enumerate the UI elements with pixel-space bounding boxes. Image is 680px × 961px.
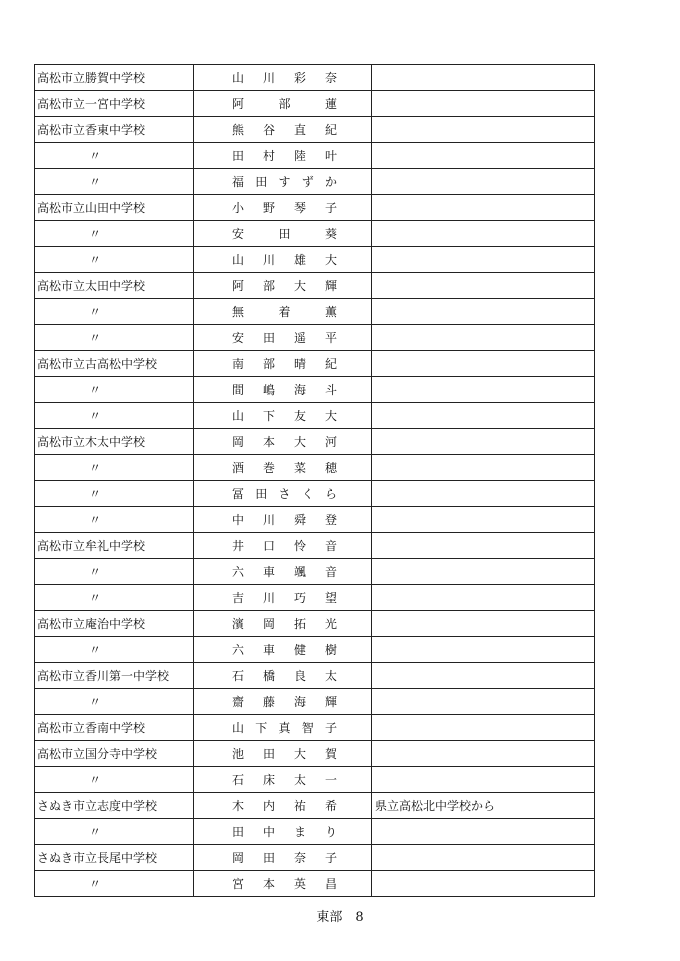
table-row	[35, 377, 595, 403]
student-name: 中 川 舜 登	[232, 512, 337, 527]
table-row	[35, 637, 595, 663]
student-name-cell	[194, 533, 372, 559]
student-name-cell	[194, 663, 372, 689]
student-name: 酒 巻 菜 穂	[232, 460, 337, 475]
ditto-mark: 〃	[89, 460, 102, 475]
note-cell	[372, 689, 595, 715]
table-row	[35, 221, 595, 247]
school-cell	[35, 663, 194, 689]
student-name-cell	[194, 221, 372, 247]
ditto-mark: 〃	[89, 694, 102, 709]
student-name-cell	[194, 871, 372, 897]
student-name: 齋 藤 海 輝	[232, 694, 337, 709]
student-name-cell	[194, 455, 372, 481]
note-cell	[372, 117, 595, 143]
student-name-cell	[194, 377, 372, 403]
note-cell	[372, 819, 595, 845]
school-cell	[35, 221, 194, 247]
ditto-mark: 〃	[89, 564, 102, 579]
ditto-mark: 〃	[89, 408, 102, 423]
table-row	[35, 507, 595, 533]
table-row	[35, 455, 595, 481]
student-name-cell	[194, 65, 372, 91]
student-name-cell	[194, 585, 372, 611]
school-name: 高松市立一宮中学校	[37, 96, 146, 111]
table-row	[35, 585, 595, 611]
ditto-mark: 〃	[89, 512, 102, 527]
school-cell	[35, 533, 194, 559]
student-name-cell	[194, 793, 372, 819]
student-name: 岡 本 大 河	[232, 434, 337, 449]
ditto-mark: 〃	[89, 824, 102, 839]
note-cell	[372, 845, 595, 871]
school-name: 高松市立香東中学校	[37, 122, 146, 137]
note-cell	[372, 871, 595, 897]
school-cell	[35, 351, 194, 377]
ditto-mark: 〃	[89, 590, 102, 605]
school-cell	[35, 741, 194, 767]
school-cell	[35, 689, 194, 715]
page-number: 東部 8	[316, 910, 364, 925]
note-cell	[372, 507, 595, 533]
table-row	[35, 845, 595, 871]
roster-table	[34, 64, 595, 897]
table-row	[35, 403, 595, 429]
student-name: 安 田 葵	[232, 226, 337, 241]
student-name: 石 床 太 一	[232, 772, 337, 787]
student-name: 石 橋 良 太	[232, 668, 337, 683]
student-name-cell	[194, 169, 372, 195]
student-name: 山 川 彩 奈	[232, 70, 337, 85]
student-name: 安 田 遥 平	[232, 330, 337, 345]
note-cell	[372, 247, 595, 273]
table-row	[35, 611, 595, 637]
table-row	[35, 559, 595, 585]
school-cell	[35, 117, 194, 143]
table-row	[35, 91, 595, 117]
student-name-cell	[194, 611, 372, 637]
table-row	[35, 325, 595, 351]
table-row	[35, 351, 595, 377]
note-cell	[372, 325, 595, 351]
school-cell	[35, 91, 194, 117]
ditto-mark: 〃	[89, 226, 102, 241]
table-row	[35, 195, 595, 221]
school-name: 高松市立古高松中学校	[37, 356, 158, 371]
school-cell	[35, 377, 194, 403]
student-name-cell	[194, 819, 372, 845]
school-cell	[35, 819, 194, 845]
table-row	[35, 65, 595, 91]
school-name: 高松市立山田中学校	[37, 200, 146, 215]
note-cell	[372, 143, 595, 169]
note-cell	[372, 403, 595, 429]
school-cell	[35, 611, 194, 637]
school-cell	[35, 871, 194, 897]
student-name: 木 内 祐 希	[232, 798, 337, 813]
student-name-cell	[194, 637, 372, 663]
school-cell	[35, 481, 194, 507]
student-name-cell	[194, 507, 372, 533]
note-cell	[372, 273, 595, 299]
student-name-cell	[194, 91, 372, 117]
ditto-mark: 〃	[89, 330, 102, 345]
student-name-cell	[194, 143, 372, 169]
note-cell	[372, 299, 595, 325]
student-name: 小 野 琴 子	[232, 200, 337, 215]
student-name: 田 中 ま り	[232, 824, 337, 839]
student-name: 池 田 大 賀	[232, 746, 337, 761]
note-cell	[372, 429, 595, 455]
student-name: 間 嶋 海 斗	[232, 382, 337, 397]
table-row	[35, 793, 595, 819]
school-cell	[35, 143, 194, 169]
student-name: 山 川 雄 大	[232, 252, 337, 267]
school-name: 高松市立太田中学校	[37, 278, 146, 293]
table-row	[35, 273, 595, 299]
student-name-cell	[194, 689, 372, 715]
table-row	[35, 871, 595, 897]
table-row	[35, 715, 595, 741]
student-name-cell	[194, 741, 372, 767]
school-cell	[35, 559, 194, 585]
ditto-mark: 〃	[89, 642, 102, 657]
ditto-mark: 〃	[89, 486, 102, 501]
student-name: 熊 谷 直 紀	[232, 122, 337, 137]
note-cell	[372, 611, 595, 637]
note-cell	[372, 793, 595, 819]
school-name: 高松市立勝賀中学校	[37, 70, 146, 85]
school-cell	[35, 325, 194, 351]
note-cell	[372, 585, 595, 611]
student-name: 山 下 真 智 子	[232, 720, 337, 735]
student-name: 冨 田 さ く ら	[232, 486, 337, 501]
school-cell	[35, 299, 194, 325]
school-cell	[35, 585, 194, 611]
school-name: 高松市立木太中学校	[37, 434, 146, 449]
note-cell	[372, 377, 595, 403]
school-cell	[35, 507, 194, 533]
school-cell	[35, 845, 194, 871]
school-name: 高松市立国分寺中学校	[37, 746, 158, 761]
school-cell	[35, 65, 194, 91]
school-cell	[35, 195, 194, 221]
school-name: 高松市立牟礼中学校	[37, 538, 146, 553]
table-row	[35, 481, 595, 507]
note-cell	[372, 481, 595, 507]
school-cell	[35, 637, 194, 663]
table-row	[35, 117, 595, 143]
school-name: 高松市立香南中学校	[37, 720, 146, 735]
table-row	[35, 169, 595, 195]
student-name: 無 着 薫	[232, 304, 337, 319]
student-name-cell	[194, 559, 372, 585]
school-cell	[35, 429, 194, 455]
note-cell	[372, 663, 595, 689]
student-name: 六 車 颯 音	[232, 564, 337, 579]
student-name: 田 村 陸 叶	[232, 148, 337, 163]
table-row	[35, 533, 595, 559]
school-name: さぬき市立長尾中学校	[37, 850, 158, 865]
note-text: 県立高松北中学校から	[375, 798, 496, 813]
ditto-mark: 〃	[89, 772, 102, 787]
student-name-cell	[194, 845, 372, 871]
student-name: 阿 部 蓮	[232, 96, 337, 111]
school-name: さぬき市立志度中学校	[37, 798, 158, 813]
note-cell	[372, 91, 595, 117]
ditto-mark: 〃	[89, 174, 102, 189]
ditto-mark: 〃	[89, 148, 102, 163]
note-cell	[372, 741, 595, 767]
student-name: 南 部 晴 紀	[232, 356, 337, 371]
student-name: 岡 田 奈 子	[232, 850, 337, 865]
student-name-cell	[194, 715, 372, 741]
student-name-cell	[194, 351, 372, 377]
table-row	[35, 143, 595, 169]
table-row	[35, 247, 595, 273]
table-row	[35, 663, 595, 689]
note-cell	[372, 767, 595, 793]
student-name: 濱 岡 拓 光	[232, 616, 337, 631]
table-row	[35, 429, 595, 455]
school-cell	[35, 273, 194, 299]
school-cell	[35, 767, 194, 793]
student-name-cell	[194, 299, 372, 325]
note-cell	[372, 65, 595, 91]
note-cell	[372, 715, 595, 741]
note-cell	[372, 533, 595, 559]
table-row	[35, 689, 595, 715]
table-row	[35, 741, 595, 767]
student-name: 井 口 怜 音	[232, 538, 337, 553]
note-cell	[372, 351, 595, 377]
student-name-cell	[194, 429, 372, 455]
school-cell	[35, 169, 194, 195]
school-cell	[35, 793, 194, 819]
student-name: 吉 川 巧 望	[232, 590, 337, 605]
note-cell	[372, 221, 595, 247]
student-name: 山 下 友 大	[232, 408, 337, 423]
student-name-cell	[194, 767, 372, 793]
student-name: 宮 本 英 昌	[232, 876, 337, 891]
ditto-mark: 〃	[89, 876, 102, 891]
student-name: 阿 部 大 輝	[232, 278, 337, 293]
ditto-mark: 〃	[89, 304, 102, 319]
table-row	[35, 767, 595, 793]
table-row	[35, 299, 595, 325]
student-name-cell	[194, 195, 372, 221]
school-name: 高松市立香川第一中学校	[37, 668, 170, 683]
note-cell	[372, 637, 595, 663]
student-name-cell	[194, 403, 372, 429]
student-name-cell	[194, 247, 372, 273]
ditto-mark: 〃	[89, 382, 102, 397]
student-name: 福 田 す ず か	[232, 174, 337, 189]
student-name-cell	[194, 117, 372, 143]
school-name: 高松市立庵治中学校	[37, 616, 146, 631]
student-name-cell	[194, 273, 372, 299]
student-name-cell	[194, 481, 372, 507]
student-name: 六 車 健 樹	[232, 642, 337, 657]
roster-body	[35, 65, 595, 897]
school-cell	[35, 247, 194, 273]
note-cell	[372, 559, 595, 585]
student-name-cell	[194, 325, 372, 351]
school-cell	[35, 715, 194, 741]
ditto-mark: 〃	[89, 252, 102, 267]
school-cell	[35, 455, 194, 481]
note-cell	[372, 169, 595, 195]
note-cell	[372, 455, 595, 481]
school-cell	[35, 403, 194, 429]
note-cell	[372, 195, 595, 221]
table-row	[35, 819, 595, 845]
